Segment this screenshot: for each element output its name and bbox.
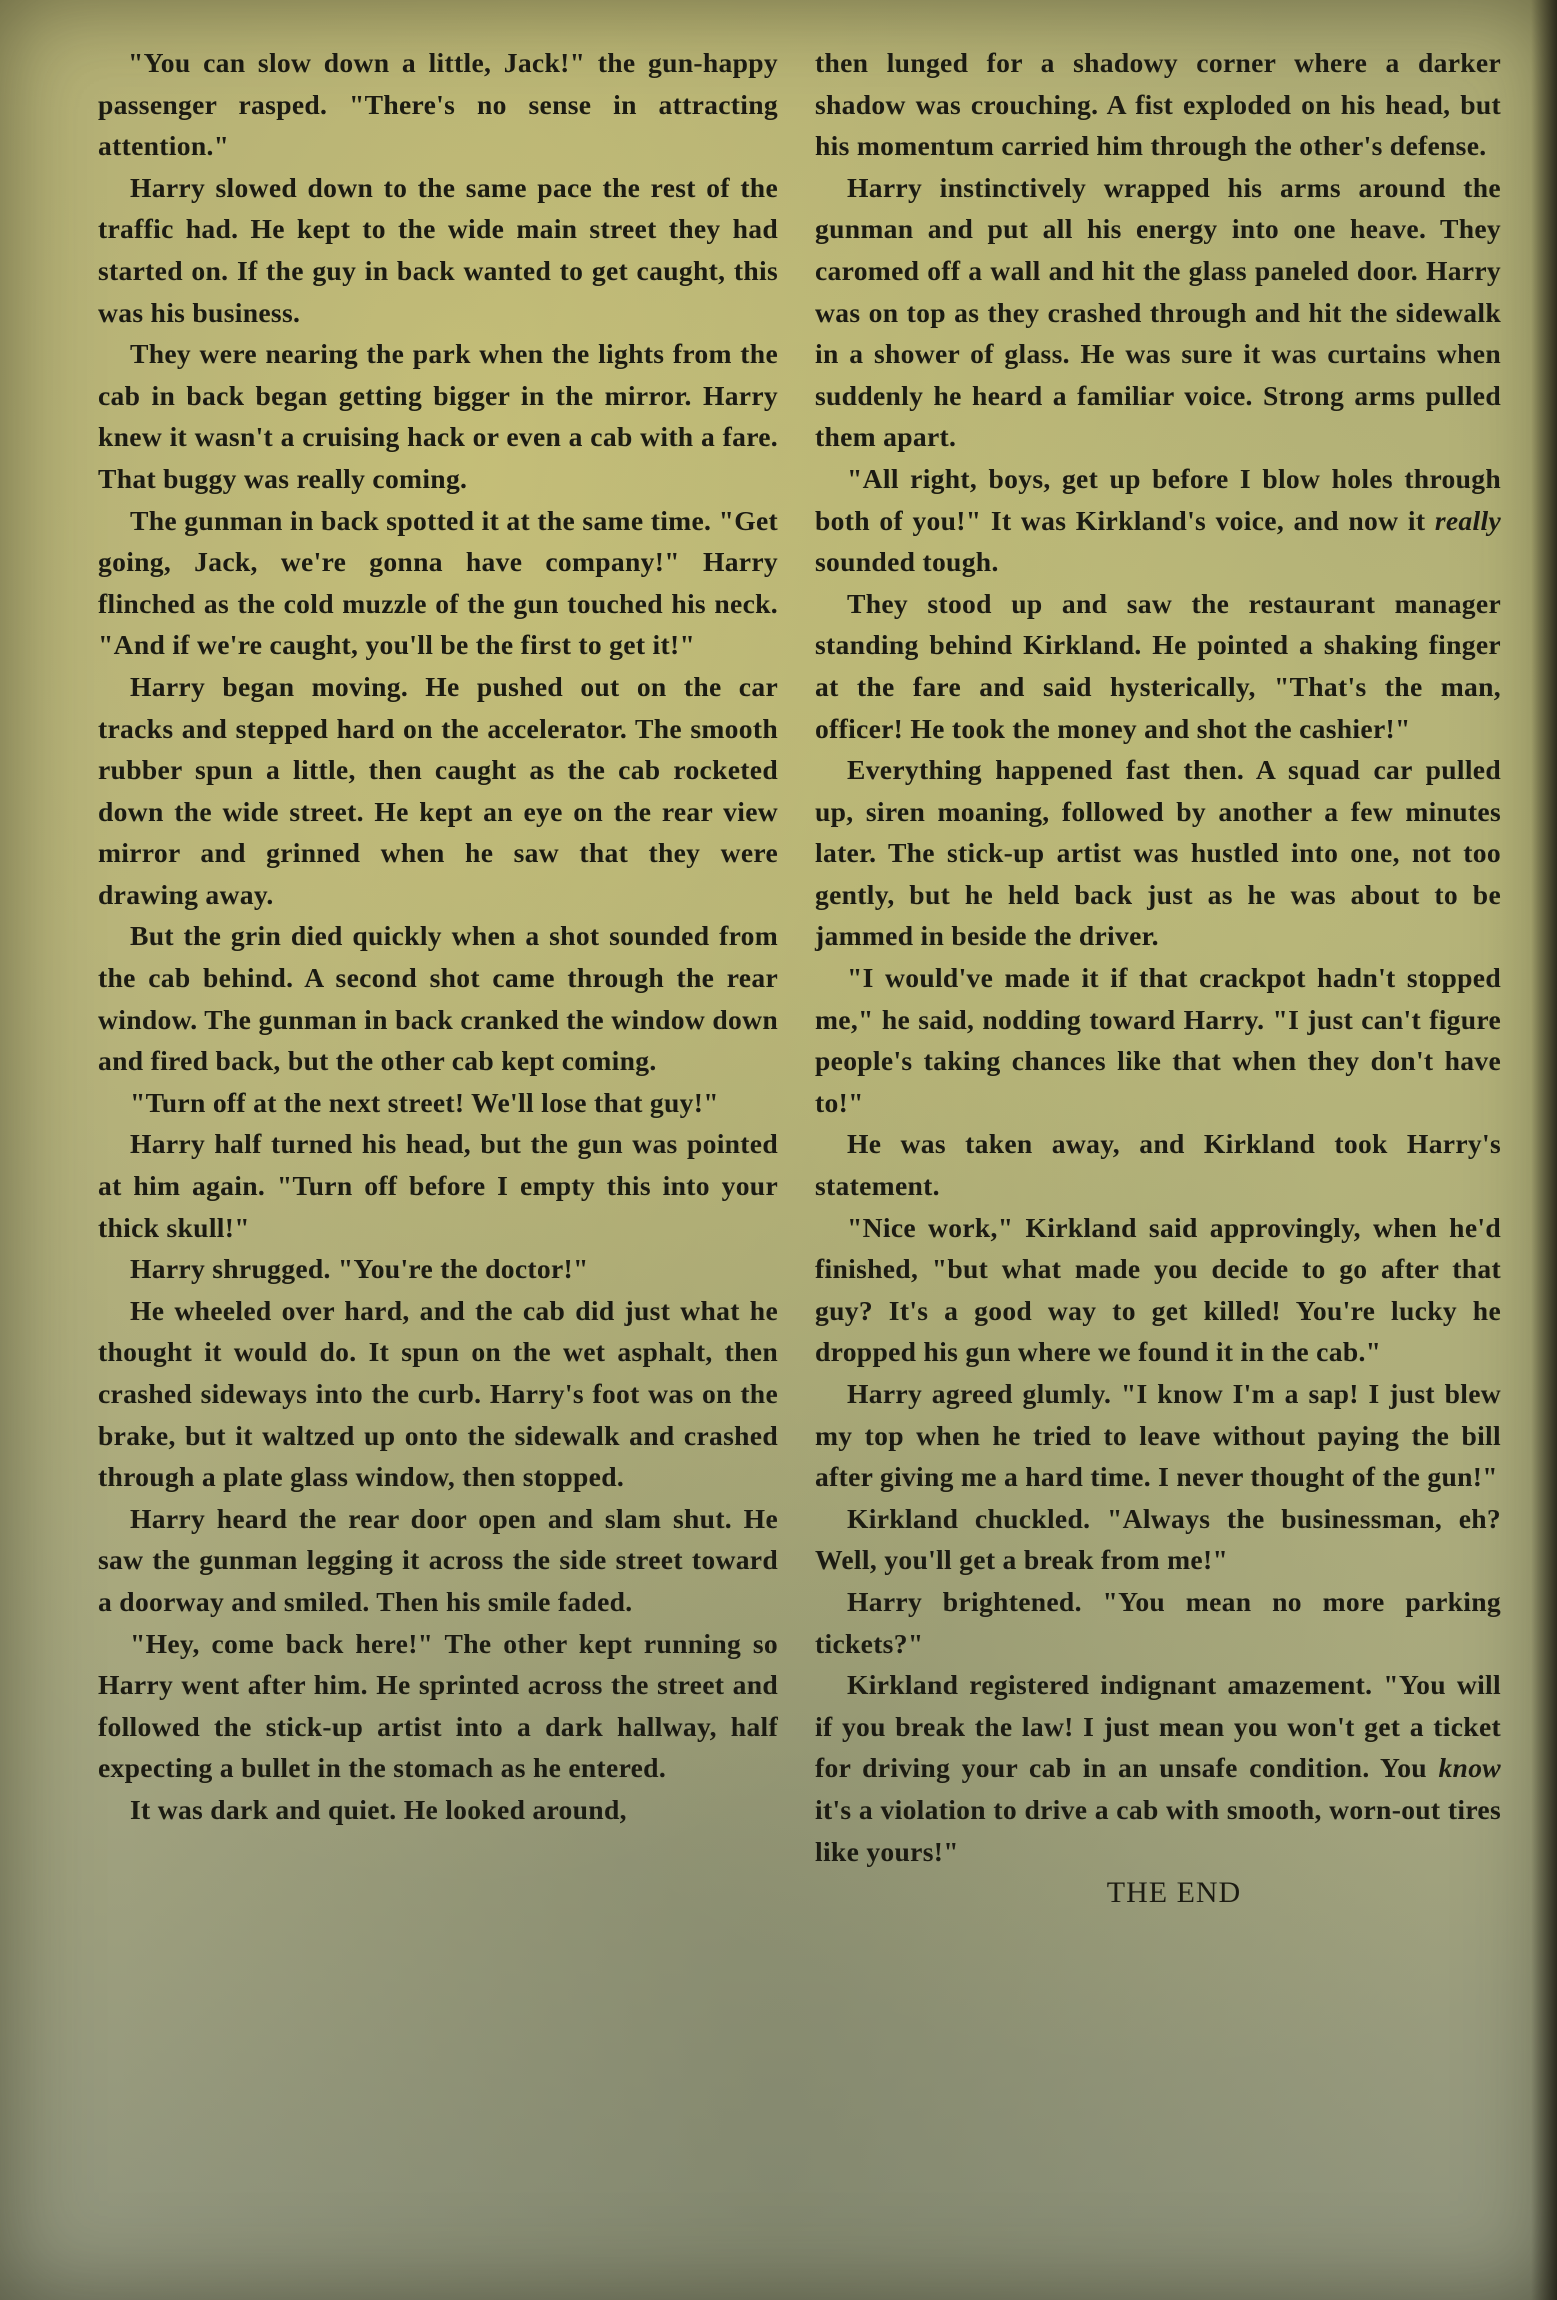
paragraph: Everything happened fast then. A squad car pulled up, siren moaning, followed by another a few minutes later. The stick-up artist was hustled into one, not too gently, but he held back just as he was about to be jammed in beside the driver. — [815, 754, 1501, 952]
paragraph: He was taken away, and Kirkland took Harry's statement. — [815, 1128, 1501, 1202]
the-end-label: THE END — [1106, 1876, 1242, 1910]
paragraph: They were nearing the park when the lights from the cab in back began getting bigger in the mirror. Harry knew it wasn't a cruising hack or even a cab with a fare. That buggy was really coming. — [98, 338, 778, 494]
left-text-column — [98, 42, 778, 1831]
page-edge-shadow — [1531, 0, 1557, 2300]
right-text-column — [815, 42, 1501, 1914]
paragraph: But the grin died quickly when a shot sounded from the cab behind. A second shot came through the rear window. The gunman in back cranked the window down and fired back, but the other cab kept coming. — [98, 920, 778, 1077]
paragraph: "Turn off at the next street! We'll lose that guy!" — [130, 1086, 719, 1118]
paragraph: Kirkland chuckled. "Always the businessman, eh? Well, you'll get a break from me!" — [815, 1502, 1501, 1576]
paragraph-continued: then lunged for a shadowy corner where a darker shadow was crouching. A fist exploded on his head, but his momentum carried him through the other's defense. — [815, 47, 1501, 162]
paragraph: Harry brightened. "You mean no more parking tickets?" — [815, 1585, 1501, 1659]
paragraph: Harry half turned his head, but the gun was pointed at him again. "Turn off before I empty this into your thick skull!" — [98, 1128, 778, 1243]
paragraph: Harry heard the rear door open and slam shut. He saw the gunman legging it across the side street toward a doorway and smiled. Then his smile faded. — [98, 1502, 778, 1617]
text-span: sounded tough. — [815, 546, 999, 578]
text-span: it's a violation to drive a cab with smooth, worn-out tires like yours!" — [815, 1793, 1501, 1867]
paragraph: Harry agreed glumly. "I know I'm a sap! I just blew my top when he tried to leave without paying the bill after giving me a hard time. I never thought of the gun!" — [815, 1378, 1501, 1493]
text-span: Kirkland registered indignant amazement. "You will if you break the law! I just mean you won't get a ticket for driving your cab in an unsafe condition. You — [815, 1669, 1501, 1784]
paragraph: It was dark and quiet. He looked around, — [130, 1793, 627, 1825]
paragraph: Harry slowed down to the same pace the rest of the traffic had. He kept to the wide main street they had started on. If the guy in back wanted to get caught, this was his business. — [98, 171, 778, 328]
paragraph: "Nice work," Kirkland said approvingly, when he'd finished, "but what made you decide to go after that guy? It's a good way to get killed! You're lucky he dropped his gun where we found it in the cab." — [815, 1211, 1501, 1368]
paragraph: The gunman in back spotted it at the same time. "Get going, Jack, we're gonna have company!" Harry flinched as the cold muzzle of the gun touched his neck. "And if we're caught, you'll be the first to get it!" — [98, 504, 778, 661]
paragraph: Harry began moving. He pushed out on the car tracks and stepped hard on the accelerator. The smooth rubber spun a little, then caught as the cab rocketed down the wide street. He kept an eye on the rear view mirror and grinned when he saw that they were drawing away. — [98, 670, 778, 910]
paragraph: Harry shrugged. "You're the doctor!" — [130, 1253, 589, 1285]
emphasis-text: know — [1438, 1752, 1501, 1784]
paragraph: Harry instinctively wrapped his arms around the gunman and put all his energy into one heave. They caromed off a wall and hit the glass paneled door. Harry was on top as they crashed through and hit the sidewalk in a shower of glass. He was sure it was curtains when suddenly he heard a familiar voice. Strong arms pulled them apart. — [815, 171, 1501, 453]
paragraph: They stood up and saw the restaurant manager standing behind Kirkland. He pointed a shaking finger at the fare and said hysterically, "That's the man, officer! He took the money and shot the cashier!" — [815, 587, 1501, 744]
paragraph-kirkland-voice — [815, 458, 1501, 583]
paragraph: "Hey, come back here!" The other kept running so Harry went after him. He sprinted across the street and followed the stick-up artist into a dark hallway, half expecting a bullet in the stomach as he entered. — [98, 1627, 778, 1784]
paragraph: "I would've made it if that crackpot hadn't stopped me," he said, nodding toward Harry. "I just can't figure people's taking chances like that when they don't have to!" — [815, 962, 1501, 1118]
paragraph: He wheeled over hard, and the cab did just what he thought it would do. It spun on the wet asphalt, then crashed sideways into the curb. Harry's foot was on the brake, but it waltzed up onto the sidewalk and crashed through a plate glass window, then stopped. — [98, 1294, 778, 1493]
paragraph-final — [815, 1664, 1501, 1872]
text-span: "All right, boys, get up before I blow holes through both of you!" It was Kirkland's voice, and now it — [815, 462, 1501, 536]
paragraph: "You can slow down a little, Jack!" the gun-happy passenger rasped. "There's no sense in attracting attention." — [98, 47, 778, 162]
emphasis-text: really — [1434, 504, 1501, 536]
